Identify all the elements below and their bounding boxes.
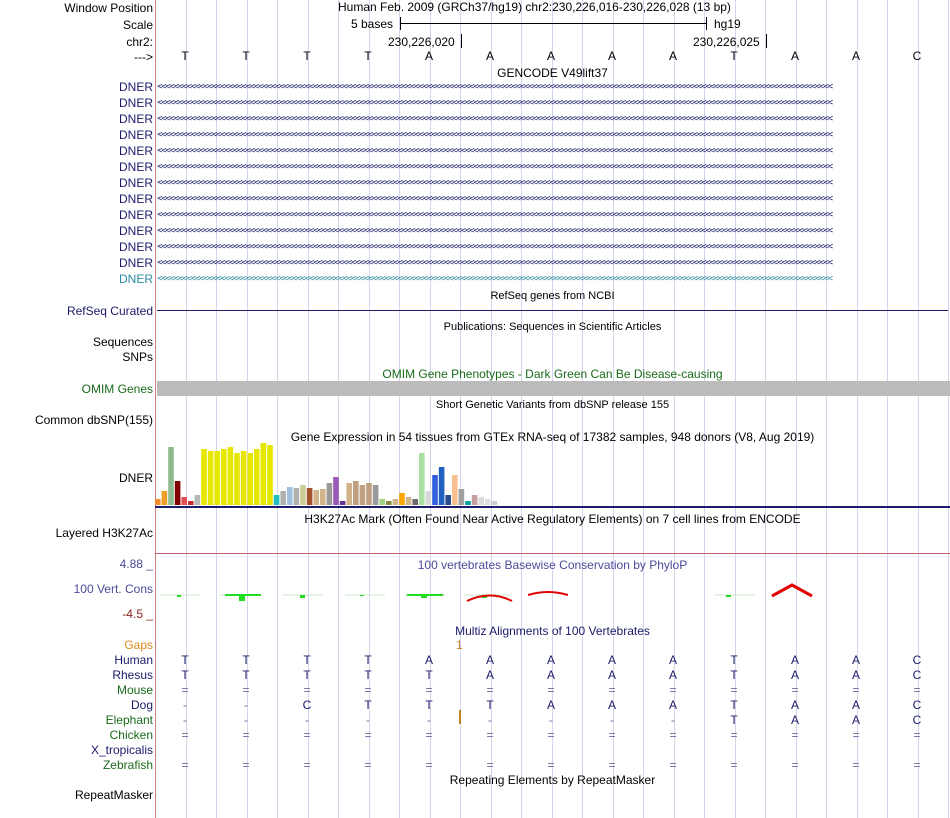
alignment-base: A	[668, 653, 677, 667]
phylop-title: 100 vertebrates Basewise Conservation by PhyloP	[417, 558, 688, 572]
alignment-base: T	[181, 653, 189, 667]
gtex-tissue-bar[interactable]	[208, 451, 214, 505]
gtex-barchart[interactable]	[155, 440, 950, 510]
gaps-label[interactable]: Gaps	[124, 638, 153, 652]
alignment-base: =	[425, 683, 433, 697]
h3k27ac-label[interactable]: Layered H3K27Ac	[55, 526, 153, 540]
phylop-negative-bar	[225, 594, 261, 596]
alignment-base: =	[547, 758, 555, 772]
base-letter: A	[668, 49, 677, 63]
gap-count: 1	[456, 638, 463, 652]
base-letter: A	[424, 49, 433, 63]
base-letter: A	[546, 49, 555, 63]
alignment-base: =	[303, 758, 311, 772]
alignment-base: A	[790, 668, 799, 682]
gtex-tissue-bar[interactable]	[360, 485, 366, 505]
alignment-base: =	[669, 728, 677, 742]
gencode-transcript-line[interactable]: <<<<<<<<<<<<<<<<<<<<<<<<<<<<<<<<<<<<<<<<<<<<<<<<<<<<<<<<<<<<<<<<<<<<<<<<<<<<<<<<<<<<<<<<<<<<<<<<<<<<<<<<<<<<<<<<<<<<<<<<<<<<<<<<<<<<<<<<<<<<<<<<<<<<<<<<<<<<<<<<	[157, 98, 832, 108]
gencode-transcript-label[interactable]: DNER	[118, 128, 153, 142]
alignment-base: =	[791, 728, 799, 742]
gtex-tissue-bar[interactable]	[254, 449, 260, 505]
coord-right: 230,226,025	[693, 35, 760, 49]
alignment-base: T	[303, 668, 311, 682]
phylop-negative-bar	[407, 594, 443, 596]
base-letter: T	[364, 49, 372, 63]
gencode-transcript-line[interactable]: <<<<<<<<<<<<<<<<<<<<<<<<<<<<<<<<<<<<<<<<<<<<<<<<<<<<<<<<<<<<<<<<<<<<<<<<<<<<<<<<<<<<<<<<<<<<<<<<<<<<<<<<<<<<<<<<<<<<<<<<<<<<<<<<<<<<<<<<<<<<<<<<<<<<<<<<<<<<<<<<	[157, 178, 832, 188]
scale-text: 5 bases	[351, 17, 394, 31]
phylop-positive-peak	[772, 585, 812, 596]
gtex-tissue-bar[interactable]	[155, 499, 161, 505]
gtex-tissue-bar[interactable]	[340, 501, 346, 505]
gtex-tissue-bar[interactable]	[320, 489, 326, 505]
assembly-label: hg19	[714, 17, 741, 31]
refseq-gene-line[interactable]	[157, 310, 948, 311]
alignment-base: A	[851, 713, 860, 727]
gencode-transcript-label[interactable]: DNER	[118, 96, 153, 110]
gtex-tissue-bar[interactable]	[327, 483, 333, 505]
alignment-base: A	[851, 653, 860, 667]
alignment-base: A	[790, 698, 799, 712]
dbsnp-title: Short Genetic Variants from dbSNP release 155	[435, 399, 670, 411]
alignment-base: C	[912, 713, 922, 727]
gtex-title: Gene Expression in 54 tissues from GTEx RNA-seq of 17382 samples, 948 donors (V8, Aug 2019)	[290, 430, 815, 444]
alignment-base: =	[364, 758, 372, 772]
alignment-base: =	[242, 758, 250, 772]
omim-title: OMIM Gene Phenotypes - Dark Green Can Be Disease-causing	[382, 367, 723, 381]
alignment-base: =	[852, 683, 860, 697]
gtex-tissue-bar[interactable]	[234, 453, 240, 505]
gencode-transcript-label[interactable]: DNER	[118, 80, 153, 94]
alignment-base: =	[791, 683, 799, 697]
gtex-tissue-bar[interactable]	[406, 497, 412, 505]
omim-bar[interactable]	[157, 381, 950, 396]
alignment-base: T	[242, 653, 250, 667]
gtex-tissue-bar[interactable]	[386, 501, 392, 505]
alignment-base: C	[912, 698, 922, 712]
alignment-base: T	[242, 668, 250, 682]
alignment-base: T	[364, 698, 372, 712]
base-letter: T	[181, 49, 189, 63]
alignment-base: T	[425, 668, 433, 682]
gencode-transcript-line[interactable]: <<<<<<<<<<<<<<<<<<<<<<<<<<<<<<<<<<<<<<<<<<<<<<<<<<<<<<<<<<<<<<<<<<<<<<<<<<<<<<<<<<<<<<<<<<<<<<<<<<<<<<<<<<<<<<<<<<<<<<<<<<<<<<<<<<<<<<<<<<<<<<<<<<<<<<<<<<<<<<<<	[157, 258, 832, 268]
gtex-tissue-bar[interactable]	[294, 488, 300, 505]
gtex-label[interactable]: DNER	[118, 471, 153, 485]
gtex-tissue-bar[interactable]	[439, 467, 445, 505]
alignment-base: A	[790, 653, 799, 667]
species-label-dog[interactable]: Dog	[130, 698, 153, 712]
alignment-base: A	[546, 653, 555, 667]
gtex-tissue-bar[interactable]	[492, 501, 498, 505]
alignment-base: =	[730, 758, 738, 772]
alignment-base: =	[791, 758, 799, 772]
alignment-base: =	[608, 728, 616, 742]
alignment-base: =	[486, 758, 494, 772]
gtex-tissue-bar[interactable]	[228, 447, 234, 505]
phylop-negative-bar	[360, 595, 364, 596]
alignment-base: -	[244, 713, 248, 727]
gtex-tissue-bar[interactable]	[181, 497, 187, 505]
gencode-transcript-label[interactable]: DNER	[118, 176, 153, 190]
alignment-base: =	[242, 728, 250, 742]
gtex-tissue-bar[interactable]	[452, 475, 458, 505]
alignment-base: =	[547, 728, 555, 742]
window-position-label: Window Position	[64, 1, 153, 15]
gencode-transcript-label[interactable]: DNER	[118, 112, 153, 126]
alignment-base: A	[607, 668, 616, 682]
gencode-transcript-line[interactable]: <<<<<<<<<<<<<<<<<<<<<<<<<<<<<<<<<<<<<<<<<<<<<<<<<<<<<<<<<<<<<<<<<<<<<<<<<<<<<<<<<<<<<<<<<<<<<<<<<<<<<<<<<<<<<<<<<<<<<<<<<<<<<<<<<<<<<<<<<<<<<<<<<<<<<<<<<<<<<<<<	[157, 114, 832, 124]
gencode-transcript-label[interactable]: DNER	[118, 240, 153, 254]
alignment-base: T	[730, 713, 738, 727]
alignment-base: -	[549, 713, 553, 727]
omim-label[interactable]: OMIM Genes	[81, 382, 153, 396]
repeatmasker-title: Repeating Elements by RepeatMasker	[449, 773, 656, 787]
alignment-base: T	[730, 653, 738, 667]
alignment-base: A	[546, 698, 555, 712]
publications-title: Publications: Sequences in Scientific Articles	[443, 321, 662, 333]
phylop-min-label: -4.5 _	[122, 607, 153, 621]
gtex-tissue-bar[interactable]	[366, 483, 372, 505]
alignment-base: -	[366, 713, 370, 727]
gencode-transcript-label[interactable]: DNER	[118, 192, 153, 206]
species-label-elephant[interactable]: Elephant	[105, 713, 153, 727]
alignment-base: A	[790, 713, 799, 727]
phylop-max-label: 4.88 _	[119, 557, 153, 571]
alignment-base: =	[852, 728, 860, 742]
gtex-tissue-bar[interactable]	[162, 491, 168, 505]
gtex-tissue-bar[interactable]	[472, 495, 478, 505]
alignment-base: =	[364, 683, 372, 697]
alignment-base: T	[730, 668, 738, 682]
alignment-base: =	[913, 728, 921, 742]
alignment-base: A	[851, 668, 860, 682]
alignment-base: =	[181, 758, 189, 772]
coord-left: 230,226,020	[388, 35, 455, 49]
gtex-tissue-bar[interactable]	[346, 483, 352, 505]
scale-label: Scale	[122, 18, 153, 32]
species-label-zebrafish[interactable]: Zebrafish	[102, 758, 153, 772]
position-text: Human Feb. 2009 (GRCh37/hg19) chr2:230,226,016-230,226,028 (13 bp)	[338, 0, 731, 14]
species-label-rhesus[interactable]: Rhesus	[112, 668, 153, 682]
alignment-base: A	[607, 653, 616, 667]
gtex-tissue-bar[interactable]	[478, 497, 484, 505]
gencode-transcript-label[interactable]: DNER	[118, 224, 153, 238]
gtex-tissue-bar[interactable]	[201, 449, 207, 505]
gtex-tissue-bar[interactable]	[379, 499, 385, 505]
base-letter: C	[912, 49, 922, 63]
alignment-base: T	[730, 698, 738, 712]
alignment-base: =	[303, 683, 311, 697]
refseq-label[interactable]: RefSeq Curated	[66, 304, 153, 318]
alignment-base: =	[425, 728, 433, 742]
alignment-base: T	[364, 668, 372, 682]
alignment-base: T	[303, 653, 311, 667]
species-label-x_tropicalis[interactable]: X_tropicalis	[90, 743, 153, 757]
phylop-negative-bar	[726, 595, 731, 597]
gtex-tissue-bar[interactable]	[214, 451, 220, 505]
alignment-base: -	[305, 713, 309, 727]
gtex-tissue-bar[interactable]	[333, 477, 339, 505]
alignment-base: =	[669, 758, 677, 772]
base-letter: T	[242, 49, 250, 63]
alignment-base: A	[485, 668, 494, 682]
scale-bar-tick-right	[706, 17, 707, 30]
alignment-base: =	[181, 728, 189, 742]
alignment-base: A	[424, 653, 433, 667]
gtex-tissue-bar[interactable]	[412, 499, 418, 505]
phylop-track[interactable]	[155, 570, 950, 610]
alignment-base: -	[244, 698, 248, 712]
alignment-base: C	[912, 668, 922, 682]
snps-label[interactable]: SNPs	[122, 350, 153, 364]
gencode-transcript-line[interactable]: <<<<<<<<<<<<<<<<<<<<<<<<<<<<<<<<<<<<<<<<<<<<<<<<<<<<<<<<<<<<<<<<<<<<<<<<<<<<<<<<<<<<<<<<<<<<<<<<<<<<<<<<<<<<<<<<<<<<<<<<<<<<<<<<<<<<<<<<<<<<<<<<<<<<<<<<<<<<<<<<	[157, 226, 832, 236]
alignment-base: T	[364, 653, 372, 667]
alignment-base: T	[425, 698, 433, 712]
alignment-base: =	[913, 683, 921, 697]
h3k27ac-title: H3K27Ac Mark (Often Found Near Active Regulatory Elements) on 7 cell lines from ENCODE	[304, 512, 801, 526]
scale-bar-tick-left	[400, 17, 401, 30]
alignment-base: -	[488, 713, 492, 727]
base-letter: T	[730, 49, 738, 63]
alignment-base: =	[425, 758, 433, 772]
gtex-tissue-bar[interactable]	[432, 475, 438, 505]
gtex-tissue-bar[interactable]	[373, 485, 379, 505]
gtex-tissue-bar[interactable]	[287, 487, 293, 505]
gtex-tissue-bar[interactable]	[188, 501, 194, 505]
gencode-transcript-line[interactable]: <<<<<<<<<<<<<<<<<<<<<<<<<<<<<<<<<<<<<<<<<<<<<<<<<<<<<<<<<<<<<<<<<<<<<<<<<<<<<<<<<<<<<<<<<<<<<<<<<<<<<<<<<<<<<<<<<<<<<<<<<<<<<<<<<<<<<<<<<<<<<<<<<<<<<<<<<<<<<<<<	[157, 162, 832, 172]
gtex-tissue-bar[interactable]	[241, 451, 247, 505]
gtex-tissue-bar[interactable]	[313, 490, 319, 505]
phylop-negative-bar	[300, 595, 305, 598]
alignment-base: =	[242, 683, 250, 697]
gap-marker	[459, 710, 461, 724]
alignment-base: T	[181, 668, 189, 682]
alignment-base: C	[912, 653, 922, 667]
alignment-base: =	[608, 683, 616, 697]
alignment-base: A	[668, 698, 677, 712]
gtex-tissue-bar[interactable]	[419, 453, 425, 505]
gencode-transcript-line[interactable]: <<<<<<<<<<<<<<<<<<<<<<<<<<<<<<<<<<<<<<<<<<<<<<<<<<<<<<<<<<<<<<<<<<<<<<<<<<<<<<<<<<<<<<<<<<<<<<<<<<<<<<<<<<<<<<<<<<<<<<<<<<<<<<<<<<<<<<<<<<<<<<<<<<<<<<<<<<<<<<<<	[157, 194, 832, 204]
gencode-transcript-line[interactable]: <<<<<<<<<<<<<<<<<<<<<<<<<<<<<<<<<<<<<<<<<<<<<<<<<<<<<<<<<<<<<<<<<<<<<<<<<<<<<<<<<<<<<<<<<<<<<<<<<<<<<<<<<<<<<<<<<<<<<<<<<<<<<<<<<<<<<<<<<<<<<<<<<<<<<<<<<<<<<<<<	[157, 82, 832, 92]
coord-right-tick	[766, 34, 767, 48]
alignment-base: =	[730, 683, 738, 697]
repeatmasker-label[interactable]: RepeatMasker	[74, 788, 153, 802]
gencode-transcript-line[interactable]: <<<<<<<<<<<<<<<<<<<<<<<<<<<<<<<<<<<<<<<<<<<<<<<<<<<<<<<<<<<<<<<<<<<<<<<<<<<<<<<<<<<<<<<<<<<<<<<<<<<<<<<<<<<<<<<<<<<<<<<<<<<<<<<<<<<<<<<<<<<<<<<<<<<<<<<<<<<<<<<<	[157, 210, 832, 220]
h3k27ac-signal-line	[155, 553, 950, 554]
gtex-tissue-bar[interactable]	[459, 489, 465, 505]
gtex-tissue-bar[interactable]	[445, 495, 451, 505]
gtex-tissue-bar[interactable]	[280, 491, 286, 505]
gencode-transcript-line[interactable]: <<<<<<<<<<<<<<<<<<<<<<<<<<<<<<<<<<<<<<<<<<<<<<<<<<<<<<<<<<<<<<<<<<<<<<<<<<<<<<<<<<<<<<<<<<<<<<<<<<<<<<<<<<<<<<<<<<<<<<<<<<<<<<<<<<<<<<<<<<<<<<<<<<<<<<<<<<<<<<<<	[157, 274, 832, 284]
alignment-base: =	[852, 758, 860, 772]
species-label-human[interactable]: Human	[114, 653, 153, 667]
alignment-base: -	[183, 698, 187, 712]
gtex-tissue-bar[interactable]	[247, 453, 253, 505]
base-letter: A	[790, 49, 799, 63]
gtex-tissue-bar[interactable]	[261, 443, 267, 505]
species-label-chicken[interactable]: Chicken	[109, 728, 153, 742]
phylop-negative-bar	[177, 595, 181, 597]
gtex-tissue-bar[interactable]	[168, 447, 174, 505]
alignment-base: =	[303, 728, 311, 742]
gencode-transcript-line[interactable]: <<<<<<<<<<<<<<<<<<<<<<<<<<<<<<<<<<<<<<<<<<<<<<<<<<<<<<<<<<<<<<<<<<<<<<<<<<<<<<<<<<<<<<<<<<<<<<<<<<<<<<<<<<<<<<<<<<<<<<<<<<<<<<<<<<<<<<<<<<<<<<<<<<<<<<<<<<<<<<<<	[157, 130, 832, 140]
phylop-label[interactable]: 100 Vert. Cons	[73, 582, 153, 596]
gtex-tissue-bar[interactable]	[399, 493, 405, 505]
phylop-positive-peak	[467, 596, 512, 602]
gtex-tissue-bar[interactable]	[195, 495, 201, 505]
multiz-title: Multiz Alignments of 100 Vertebrates	[455, 624, 650, 638]
refseq-title: RefSeq genes from NCBI	[490, 290, 615, 302]
alignment-base: =	[608, 758, 616, 772]
phylop-positive-peak	[528, 592, 568, 595]
alignment-base: -	[610, 713, 614, 727]
coord-left-tick	[461, 34, 462, 48]
alignment-base: -	[183, 713, 187, 727]
alignment-base: C	[302, 698, 312, 712]
gtex-tissue-bar[interactable]	[307, 488, 313, 505]
gencode-transcript-line[interactable]: <<<<<<<<<<<<<<<<<<<<<<<<<<<<<<<<<<<<<<<<<<<<<<<<<<<<<<<<<<<<<<<<<<<<<<<<<<<<<<<<<<<<<<<<<<<<<<<<<<<<<<<<<<<<<<<<<<<<<<<<<<<<<<<<<<<<<<<<<<<<<<<<<<<<<<<<<<<<<<<<	[157, 242, 832, 252]
gtex-tissue-bar[interactable]	[426, 491, 432, 505]
gencode-transcript-line[interactable]: <<<<<<<<<<<<<<<<<<<<<<<<<<<<<<<<<<<<<<<<<<<<<<<<<<<<<<<<<<<<<<<<<<<<<<<<<<<<<<<<<<<<<<<<<<<<<<<<<<<<<<<<<<<<<<<<<<<<<<<<<<<<<<<<<<<<<<<<<<<<<<<<<<<<<<<<<<<<<<<<	[157, 146, 832, 156]
alignment-base: A	[607, 698, 616, 712]
gtex-tissue-bar[interactable]	[267, 445, 273, 505]
base-letter: A	[851, 49, 860, 63]
gencode-transcript-label[interactable]: DNER	[118, 272, 153, 286]
gtex-tissue-bar[interactable]	[221, 449, 227, 505]
gtex-tissue-bar[interactable]	[274, 495, 280, 505]
base-letter: T	[303, 49, 311, 63]
alignment-base: T	[486, 698, 494, 712]
species-label-mouse[interactable]: Mouse	[116, 683, 153, 697]
gtex-tissue-bar[interactable]	[485, 499, 491, 505]
alignment-base: =	[486, 683, 494, 697]
scale-bar	[400, 23, 707, 24]
base-letter: A	[607, 49, 616, 63]
gencode-transcript-label[interactable]: DNER	[118, 208, 153, 222]
alignment-base: =	[669, 683, 677, 697]
gencode-transcript-label[interactable]: DNER	[118, 144, 153, 158]
gtex-tissue-bar[interactable]	[175, 481, 181, 505]
sequences-label[interactable]: Sequences	[92, 335, 153, 349]
alignment-base: =	[486, 728, 494, 742]
alignment-base: -	[427, 713, 431, 727]
gtex-tissue-bar[interactable]	[300, 485, 306, 505]
alignment-base: A	[485, 653, 494, 667]
gencode-transcript-label[interactable]: DNER	[118, 160, 153, 174]
alignment-base: A	[546, 668, 555, 682]
gtex-tissue-bar[interactable]	[393, 499, 399, 505]
gencode-title: GENCODE V49lift37	[497, 66, 608, 80]
alignment-base: =	[913, 758, 921, 772]
alignment-base: =	[364, 728, 372, 742]
chrom-label: chr2:	[126, 35, 153, 49]
dbsnp-label[interactable]: Common dbSNP(155)	[34, 413, 153, 427]
alignment-base: -	[671, 713, 675, 727]
alignment-base: A	[851, 698, 860, 712]
base-letter: A	[485, 49, 494, 63]
gencode-transcript-label[interactable]: DNER	[118, 256, 153, 270]
alignment-base: =	[730, 728, 738, 742]
strand-label: --->	[134, 50, 153, 64]
alignment-base: A	[668, 668, 677, 682]
alignment-base: =	[547, 683, 555, 697]
gtex-tissue-bar[interactable]	[353, 481, 359, 505]
alignment-base: =	[181, 683, 189, 697]
gtex-tissue-bar[interactable]	[465, 501, 471, 505]
